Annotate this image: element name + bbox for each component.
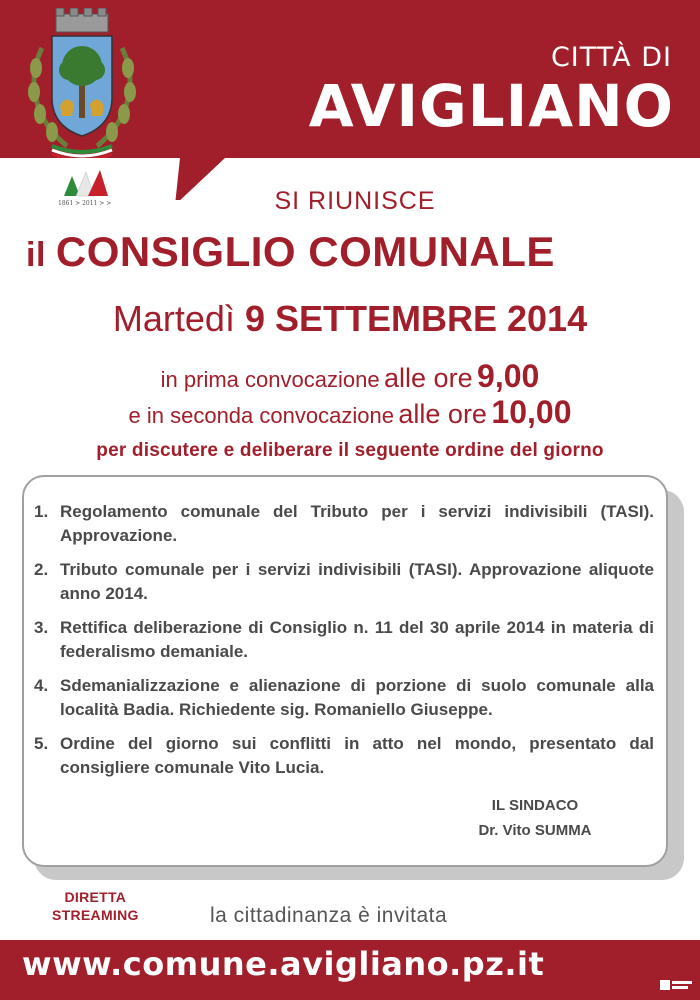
coat-of-arms-icon bbox=[22, 8, 142, 158]
agenda-item-text: Regolamento comunale del Tributo per i servizi indivisibili (TASI). Approvazione. bbox=[60, 502, 654, 545]
agenda-item-text: Ordine del giorno sui conflitti in atto nel mondo, presentato dal consigliere comunale Vito Lucia. bbox=[60, 734, 654, 777]
printer-logo-icon bbox=[660, 978, 692, 992]
first-call-label: in prima convocazione bbox=[160, 367, 380, 392]
signature-block bbox=[440, 793, 630, 843]
title-article: il bbox=[26, 236, 46, 274]
agenda-item-number: 1. bbox=[34, 502, 49, 521]
second-call-at: alle ore bbox=[398, 399, 487, 429]
citta-label: CITTÀ DI bbox=[550, 42, 672, 73]
second-call-label: e in seconda convocazione bbox=[128, 403, 394, 428]
signature-role: IL SINDACO bbox=[491, 797, 579, 814]
agenda-item bbox=[34, 732, 654, 780]
date-full: 9 SETTEMBRE 2014 bbox=[244, 298, 588, 339]
town-name: AVIGLIANO bbox=[308, 72, 674, 140]
streaming-link[interactable] bbox=[52, 888, 139, 924]
agenda-item-text: Sdemanializzazione e alienazione di porzione di suolo comunale alla località Badia. Richiedente sig. Romaniello Giuseppe. bbox=[60, 676, 654, 719]
agenda-item bbox=[34, 674, 654, 722]
agenda-item bbox=[34, 616, 654, 664]
signature-name: Dr. Vito SUMMA bbox=[478, 822, 592, 839]
agenda-item bbox=[34, 500, 654, 548]
anniversary-text: 1861 > 2011 > > bbox=[58, 200, 112, 207]
agenda-list bbox=[34, 500, 654, 790]
streaming-line-2: STREAMING bbox=[52, 907, 139, 923]
council-title bbox=[26, 228, 555, 276]
purpose-text: per discutere e deliberare il seguente ordine del giorno bbox=[96, 440, 604, 461]
second-call-time: 10,00 bbox=[491, 394, 572, 430]
agenda-item-number: 2. bbox=[34, 560, 49, 579]
invitation-text: la cittadinanza è invitata bbox=[210, 904, 448, 927]
intro-text: SI RIUNISCE bbox=[274, 187, 436, 215]
meeting-date bbox=[0, 298, 700, 340]
first-call-time: 9,00 bbox=[477, 358, 540, 394]
first-call-line bbox=[0, 358, 700, 395]
agenda-item-number: 3. bbox=[34, 618, 49, 637]
streaming-line-1: DIRETTA bbox=[64, 889, 127, 905]
agenda-item-text: Rettifica deliberazione di Consiglio n. 11 del 30 aprile 2014 in materia di federalismo demaniale. bbox=[60, 618, 654, 661]
agenda-item bbox=[34, 558, 654, 606]
date-day: Martedì bbox=[112, 298, 235, 339]
title-main: CONSIGLIO COMUNALE bbox=[55, 228, 555, 275]
first-call-at: alle ore bbox=[384, 363, 473, 393]
agenda-item-text: Tributo comunale per i servizi indivisibili (TASI). Approvazione aliquote anno 2014. bbox=[60, 560, 654, 603]
website-link[interactable]: www.comune.avigliano.pz.it bbox=[22, 945, 545, 983]
agenda-item-number: 5. bbox=[34, 734, 49, 753]
agenda-item-number: 4. bbox=[34, 676, 49, 695]
second-call-line bbox=[0, 394, 700, 431]
